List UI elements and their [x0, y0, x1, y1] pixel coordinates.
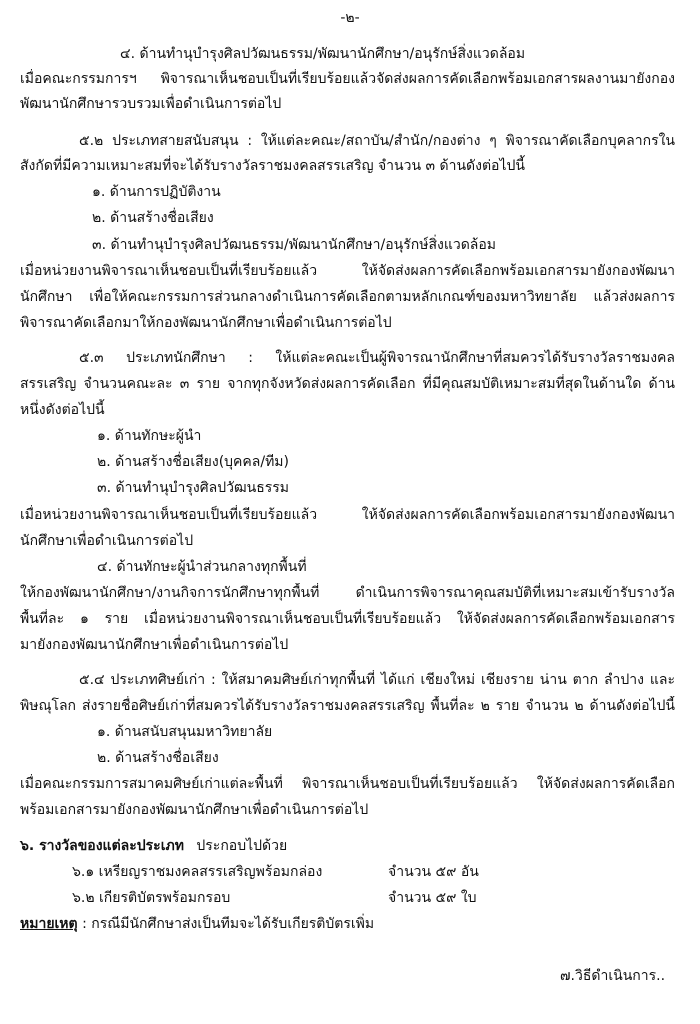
award-item: ๖.๒ เกียรติบัตรพร้อมกรอบ	[72, 890, 231, 906]
text-line: นักศึกษาเพื่อดำเนินการต่อไป	[20, 533, 194, 549]
list-item: ๑. ด้านการปฏิบัติงาน	[92, 184, 221, 200]
text-line: พิษณุโลก ส่งรายชื่อศิษย์เก่าที่สมควรได้รับรางวัลราชมงคลสรรเสริญ พื้นที่ละ ๒ ราย จำนวน ๒ ด้านดังต่อไปนี้	[20, 698, 675, 714]
award-quantity: จำนวน ๕๙ ใบ	[388, 890, 477, 906]
list-item: ๑. ด้านสนับสนุนมหาวิทยาลัย	[97, 724, 273, 740]
text-line: พัฒนานักศึกษารวบรวมเพื่อดำเนินการต่อไป	[20, 96, 282, 112]
section-title: ๖. รางวัลของแต่ละประเภท	[20, 838, 184, 854]
text-line: เมื่อคณะกรรมการฯ พิจารณาเห็นชอบเป็นที่เรียบร้อยแล้วจัดส่งผลการคัดเลือกพร้อมเอกสารผลงานมายังกอง	[20, 71, 675, 87]
section-subtitle: ประกอบไปด้วย	[196, 838, 288, 854]
page-number: -๒-	[340, 10, 360, 26]
section-heading	[20, 836, 287, 856]
award-quantity: จำนวน ๕๙ อัน	[388, 864, 479, 880]
list-item: ๒. ด้านสร้างชื่อเสียง(บุคคล/ทีม)	[97, 454, 289, 470]
note-line	[20, 914, 374, 934]
text-line: ให้กองพัฒนานักศึกษา/งานกิจการนักศึกษาทุกพื้นที่ ดำเนินการพิจารณาคุณสมบัติที่เหมาะสมเข้ารับรางวัล	[20, 585, 675, 601]
section-heading: ๕.๒ ประเภทสายสนับสนุน : ให้แต่ละคณะ/สถาบัน/สำนัก/กองต่าง ๆ พิจารณาคัดเลือกบุคลากรใน	[79, 133, 675, 149]
section-heading: ๕.๔ ประเภทศิษย์เก่า : ให้สมาคมศิษย์เก่าทุกพื้นที่ ได้แก่ เชียงใหม่ เชียงราย น่าน ตาก ลำปาง และ	[79, 672, 675, 688]
text-line: พิจารณาคัดเลือกมาให้กองพัฒนานักศึกษาเพื่อดำเนินการต่อไป	[20, 315, 392, 331]
list-item: ๒. ด้านสร้างชื่อเสียง	[97, 750, 219, 766]
text-line: มายังกองพัฒนานักศึกษาเพื่อดำเนินการต่อไป	[20, 637, 289, 653]
section-heading: ๕.๓ ประเภทนักศึกษา : ให้แต่ละคณะเป็นผู้พิจารณานักศึกษาที่สมควรได้รับรางวัลราชมงคล	[79, 350, 675, 366]
text-line: พื้นที่ละ ๑ ราย เมื่อหน่วยงานพิจารณาเห็นชอบเป็นที่เรียบร้อยแล้ว ให้จัดส่งผลการคัดเลือกพร้อมเอกสาร	[20, 611, 675, 627]
list-item: ๓. ด้านทำนุบำรุงศิลปวัฒนธรรม/พัฒนานักศึกษา/อนุรักษ์สิ่งแวดล้อม	[92, 237, 497, 253]
text-line: ๔. ด้านทำนุบำรุงศิลปวัฒนธรรม/พัฒนานักศึกษา/อนุรักษ์สิ่งแวดล้อม	[120, 46, 526, 62]
text-line: หนึ่งดังต่อไปนี้	[20, 402, 105, 418]
list-item: ๓. ด้านทำนุบำรุงศิลปวัฒนธรรม	[97, 480, 290, 496]
list-item: ๑. ด้านทักษะผู้นำ	[97, 428, 202, 444]
continuation-note: ๗.วิธีดำเนินการ..	[560, 968, 666, 984]
text-line: พร้อมเอกสารมายังกองพัฒนานักศึกษาเพื่อดำเนินการต่อไป	[20, 802, 369, 818]
text-line: นักศึกษา เพื่อให้คณะกรรมการส่วนกลางดำเนินการคัดเลือกตามหลักเกณฑ์ของมหาวิทยาลัย แล้วส่งผลการ	[20, 289, 675, 305]
list-item: ๒. ด้านสร้างชื่อเสียง	[92, 210, 214, 226]
text-line: เมื่อหน่วยงานพิจารณาเห็นชอบเป็นที่เรียบร้อยแล้ว ให้จัดส่งผลการคัดเลือกพร้อมเอกสารมายังกองพัฒนา	[20, 507, 675, 523]
text-line: เมื่อคณะกรรมการสมาคมศิษย์เก่าแต่ละพื้นที่ พิจารณาเห็นชอบเป็นที่เรียบร้อยแล้ว ให้จัดส่งผลการคัดเลือก	[20, 776, 675, 792]
list-item: ๔. ด้านทักษะผู้นำส่วนกลางทุกพื้นที่	[97, 559, 307, 575]
text-line: สรรเสริญ จำนวนคณะละ ๓ ราย จากทุกจังหวัดส่งผลการคัดเลือก ที่มีคุณสมบัติเหมาะสมที่สุดในด้านใด ด้าน	[20, 376, 675, 392]
note-text: : กรณีมีนักศึกษาส่งเป็นทีมจะได้รับเกียรติบัตรเพิ่ม	[82, 916, 375, 932]
text-line: สังกัดที่มีความเหมาะสมที่จะได้รับรางวัลราชมงคลสรรเสริญ จำนวน ๓ ด้านดังต่อไปนี้	[20, 158, 525, 174]
text-line: เมื่อหน่วยงานพิจารณาเห็นชอบเป็นที่เรียบร้อยแล้ว ให้จัดส่งผลการคัดเลือกพร้อมเอกสารมายังกองพัฒนา	[20, 263, 675, 279]
award-item: ๖.๑ เหรียญราชมงคลสรรเสริญพร้อมกล่อง	[72, 864, 323, 880]
note-label: หมายเหตุ	[20, 916, 78, 932]
